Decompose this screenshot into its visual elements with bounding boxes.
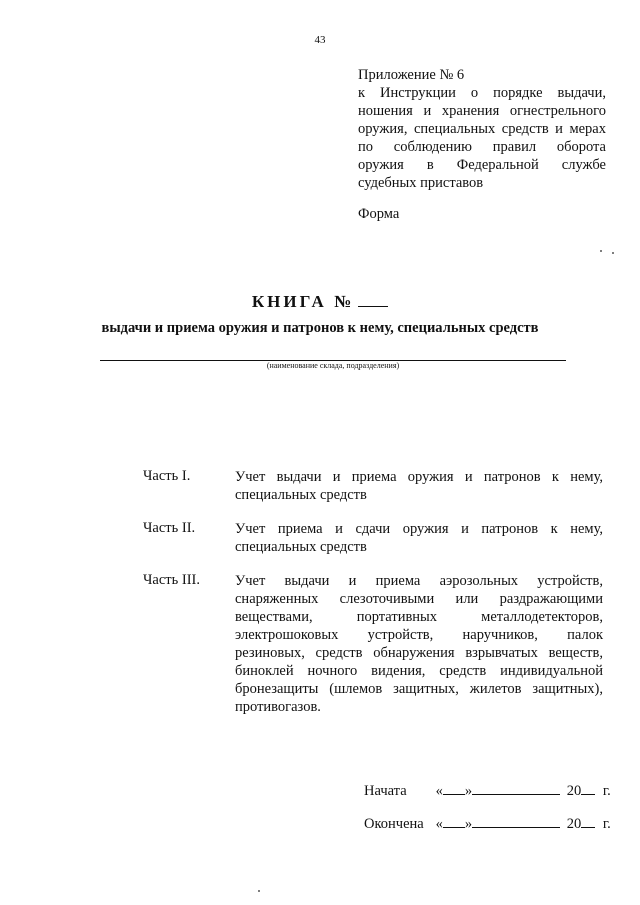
- part-line: Учет приема и сдачи оружия и патронов к нему,: [235, 521, 603, 537]
- scan-speck: [600, 250, 602, 252]
- part-line: специальных средств: [235, 487, 367, 503]
- part-line: специальных средств: [235, 539, 367, 555]
- part-line: веществами, портативных металлодетекторов,: [235, 609, 603, 625]
- part-label: Часть I.: [143, 468, 191, 484]
- year-prefix: 20: [566, 783, 582, 799]
- quote-close: »: [464, 783, 473, 799]
- appendix-line: к Инструкции о порядке выдачи,: [358, 85, 606, 101]
- part-line: биноклей ночного видения, средств индивидуальной: [235, 663, 603, 679]
- appendix-header: [358, 66, 606, 192]
- year-suffix: г.: [602, 816, 611, 832]
- part-line: Учет выдачи и приема оружия и патронов к нему,: [235, 469, 603, 485]
- book-subtitle: выдачи и приема оружия и патронов к нему, специальных средств: [101, 320, 539, 336]
- year-blank: [581, 780, 595, 795]
- year-blank: [581, 813, 595, 828]
- year-prefix: 20: [566, 816, 582, 832]
- started-label: Начата: [364, 783, 407, 799]
- appendix-line: оружия, специальных средств и мерах: [358, 121, 606, 137]
- appendix-line: по соблюдению правил оборота: [358, 139, 606, 155]
- month-blank: [472, 780, 560, 795]
- scan-speck: [258, 890, 260, 892]
- day-blank: [443, 780, 465, 795]
- day-blank: [443, 813, 465, 828]
- ended-row: [364, 813, 611, 833]
- part-line: противогазов.: [235, 699, 321, 715]
- part-line: электрошоковых устройств, наручников, палок: [235, 627, 603, 643]
- appendix-line: оружия в Федеральной службе: [358, 157, 606, 173]
- ended-label: Окончена: [364, 816, 424, 832]
- part-text: [235, 468, 603, 504]
- part-label: Часть III.: [143, 572, 200, 588]
- part-line: бронезащиты (шлемов защитных, жилетов защитных),: [235, 681, 603, 697]
- quote-open: «: [435, 816, 443, 832]
- part-text: [235, 520, 603, 556]
- appendix-line: судебных приставов: [358, 175, 484, 191]
- part-line: снаряженных слезоточивыми или раздражающими: [235, 591, 603, 607]
- book-title-text: КНИГА №: [251, 292, 355, 311]
- form-label: Форма: [358, 206, 400, 222]
- book-number-blank: [358, 292, 388, 307]
- part-label: Часть II.: [143, 520, 196, 536]
- quote-open: «: [435, 783, 443, 799]
- book-title: [0, 292, 640, 312]
- part-line: Учет выдачи и приема аэрозольных устройств,: [235, 573, 603, 589]
- month-blank: [472, 813, 560, 828]
- part-line: резиновых, средств обнаружения взрывчатых веществ,: [235, 645, 603, 661]
- year-suffix: г.: [602, 783, 611, 799]
- name-caption: (наименование склада, подразделения): [266, 361, 400, 370]
- page-number: 43: [314, 34, 326, 46]
- scan-speck: [612, 252, 614, 254]
- part-text: [235, 572, 603, 716]
- started-row: [364, 780, 611, 800]
- appendix-title: Приложение № 6: [358, 67, 465, 83]
- quote-close: »: [464, 816, 473, 832]
- appendix-line: ношения и хранения огнестрельного: [358, 103, 606, 119]
